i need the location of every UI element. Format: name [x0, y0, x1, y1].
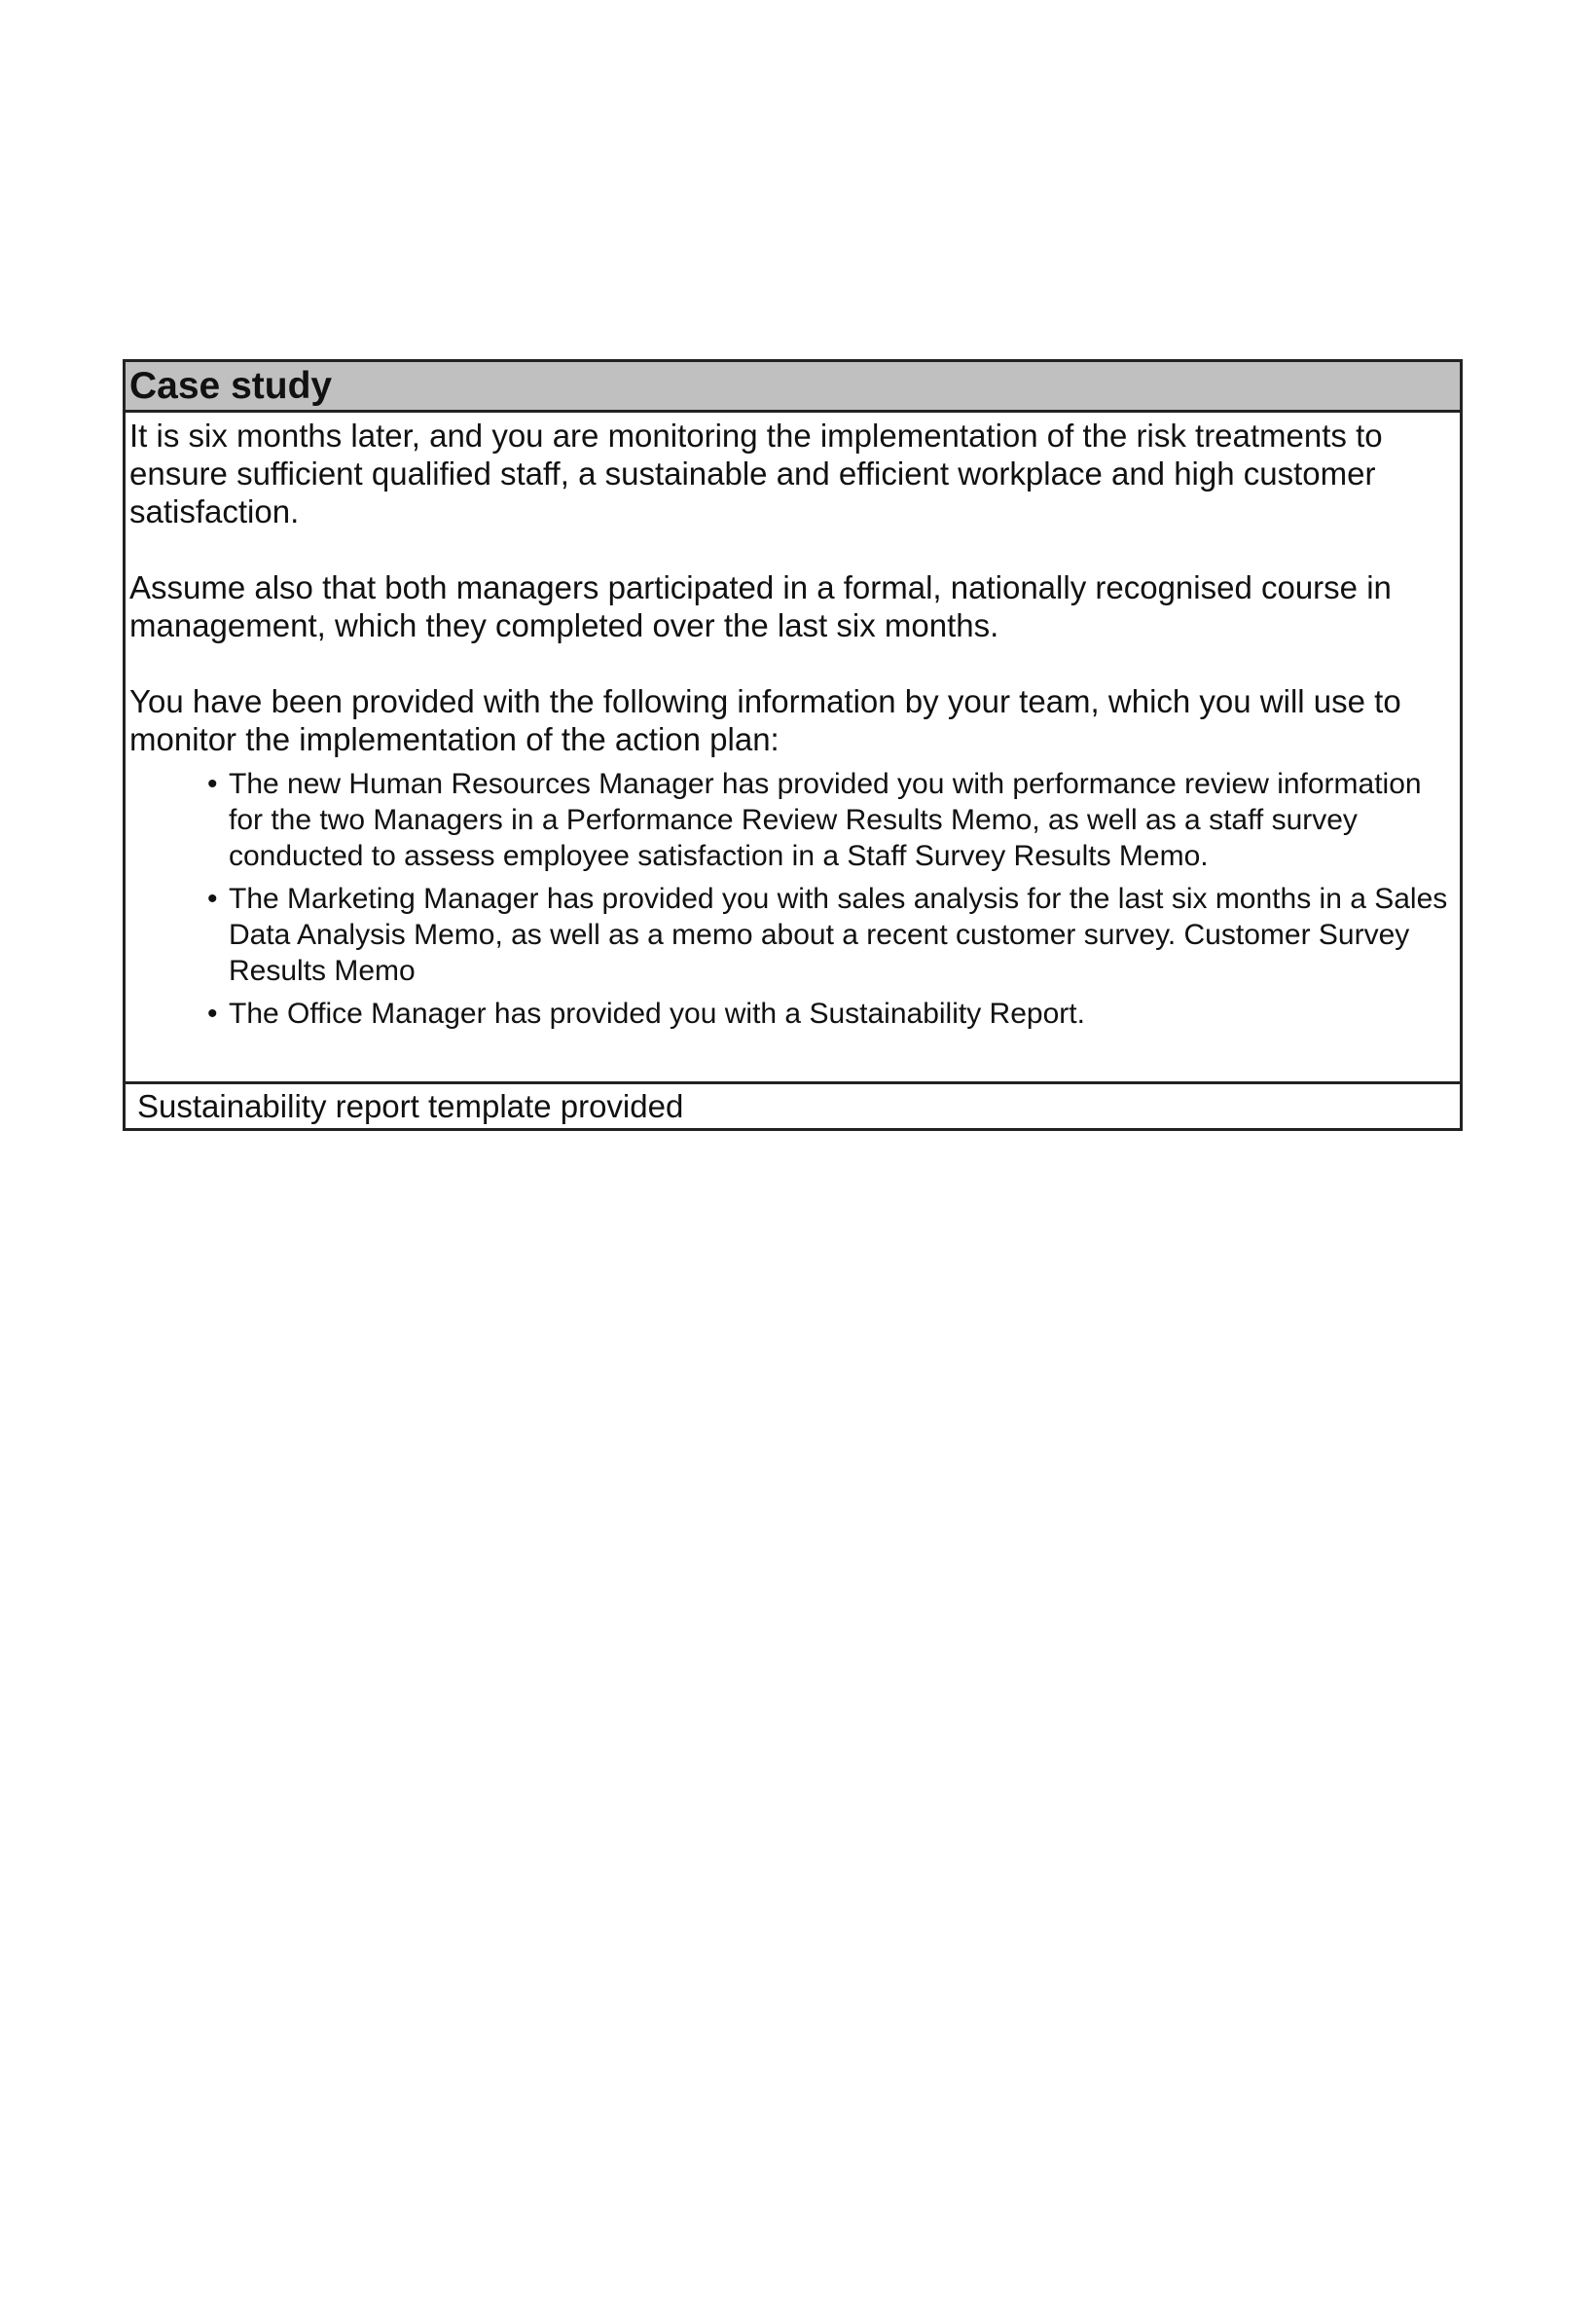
paragraph: Assume also that both managers participated in a formal, nationally recognised course in management, which they completed over the last six months. — [129, 569, 1392, 643]
paragraph: You have been provided with the following information by your team, which you will use to monitor the implementation of the action plan: — [129, 683, 1401, 757]
case-study-header — [126, 362, 1460, 413]
bullet-icon: • — [207, 998, 218, 1030]
list-item — [180, 766, 1456, 874]
list-item-text: The Office Manager has provided you with a Sustainability Report. — [229, 998, 1085, 1030]
list-item-text: The Marketing Manager has provided you with sales analysis for the last six months in a Sales Data Analysis Memo, as well as a memo about a recent customer survey. Customer Survey Results Memo — [229, 883, 1448, 987]
footer-text: Sustainability report template provided — [137, 1088, 684, 1124]
list-item — [180, 881, 1456, 989]
case-study-table — [123, 359, 1463, 1131]
bullet-icon: • — [207, 768, 218, 800]
bullet-icon: • — [207, 883, 218, 915]
paragraph: It is six months later, and you are monitoring the implementation of the risk treatments to ensure sufficient qualified staff, a sustainable and efficient workplace and high customer satisfaction. — [129, 418, 1383, 529]
list-item-text: The new Human Resources Manager has provided you with performance review information for the two Managers in a Performance Review Results Memo, as well as a staff survey conducted to assess employee satisfaction in a Staff Survey Results Memo. — [229, 768, 1422, 872]
case-study-body — [126, 413, 1460, 1084]
case-study-footer — [126, 1084, 1460, 1128]
list-item — [180, 996, 1456, 1032]
information-list — [129, 766, 1456, 1032]
case-study-title: Case study — [129, 365, 333, 407]
